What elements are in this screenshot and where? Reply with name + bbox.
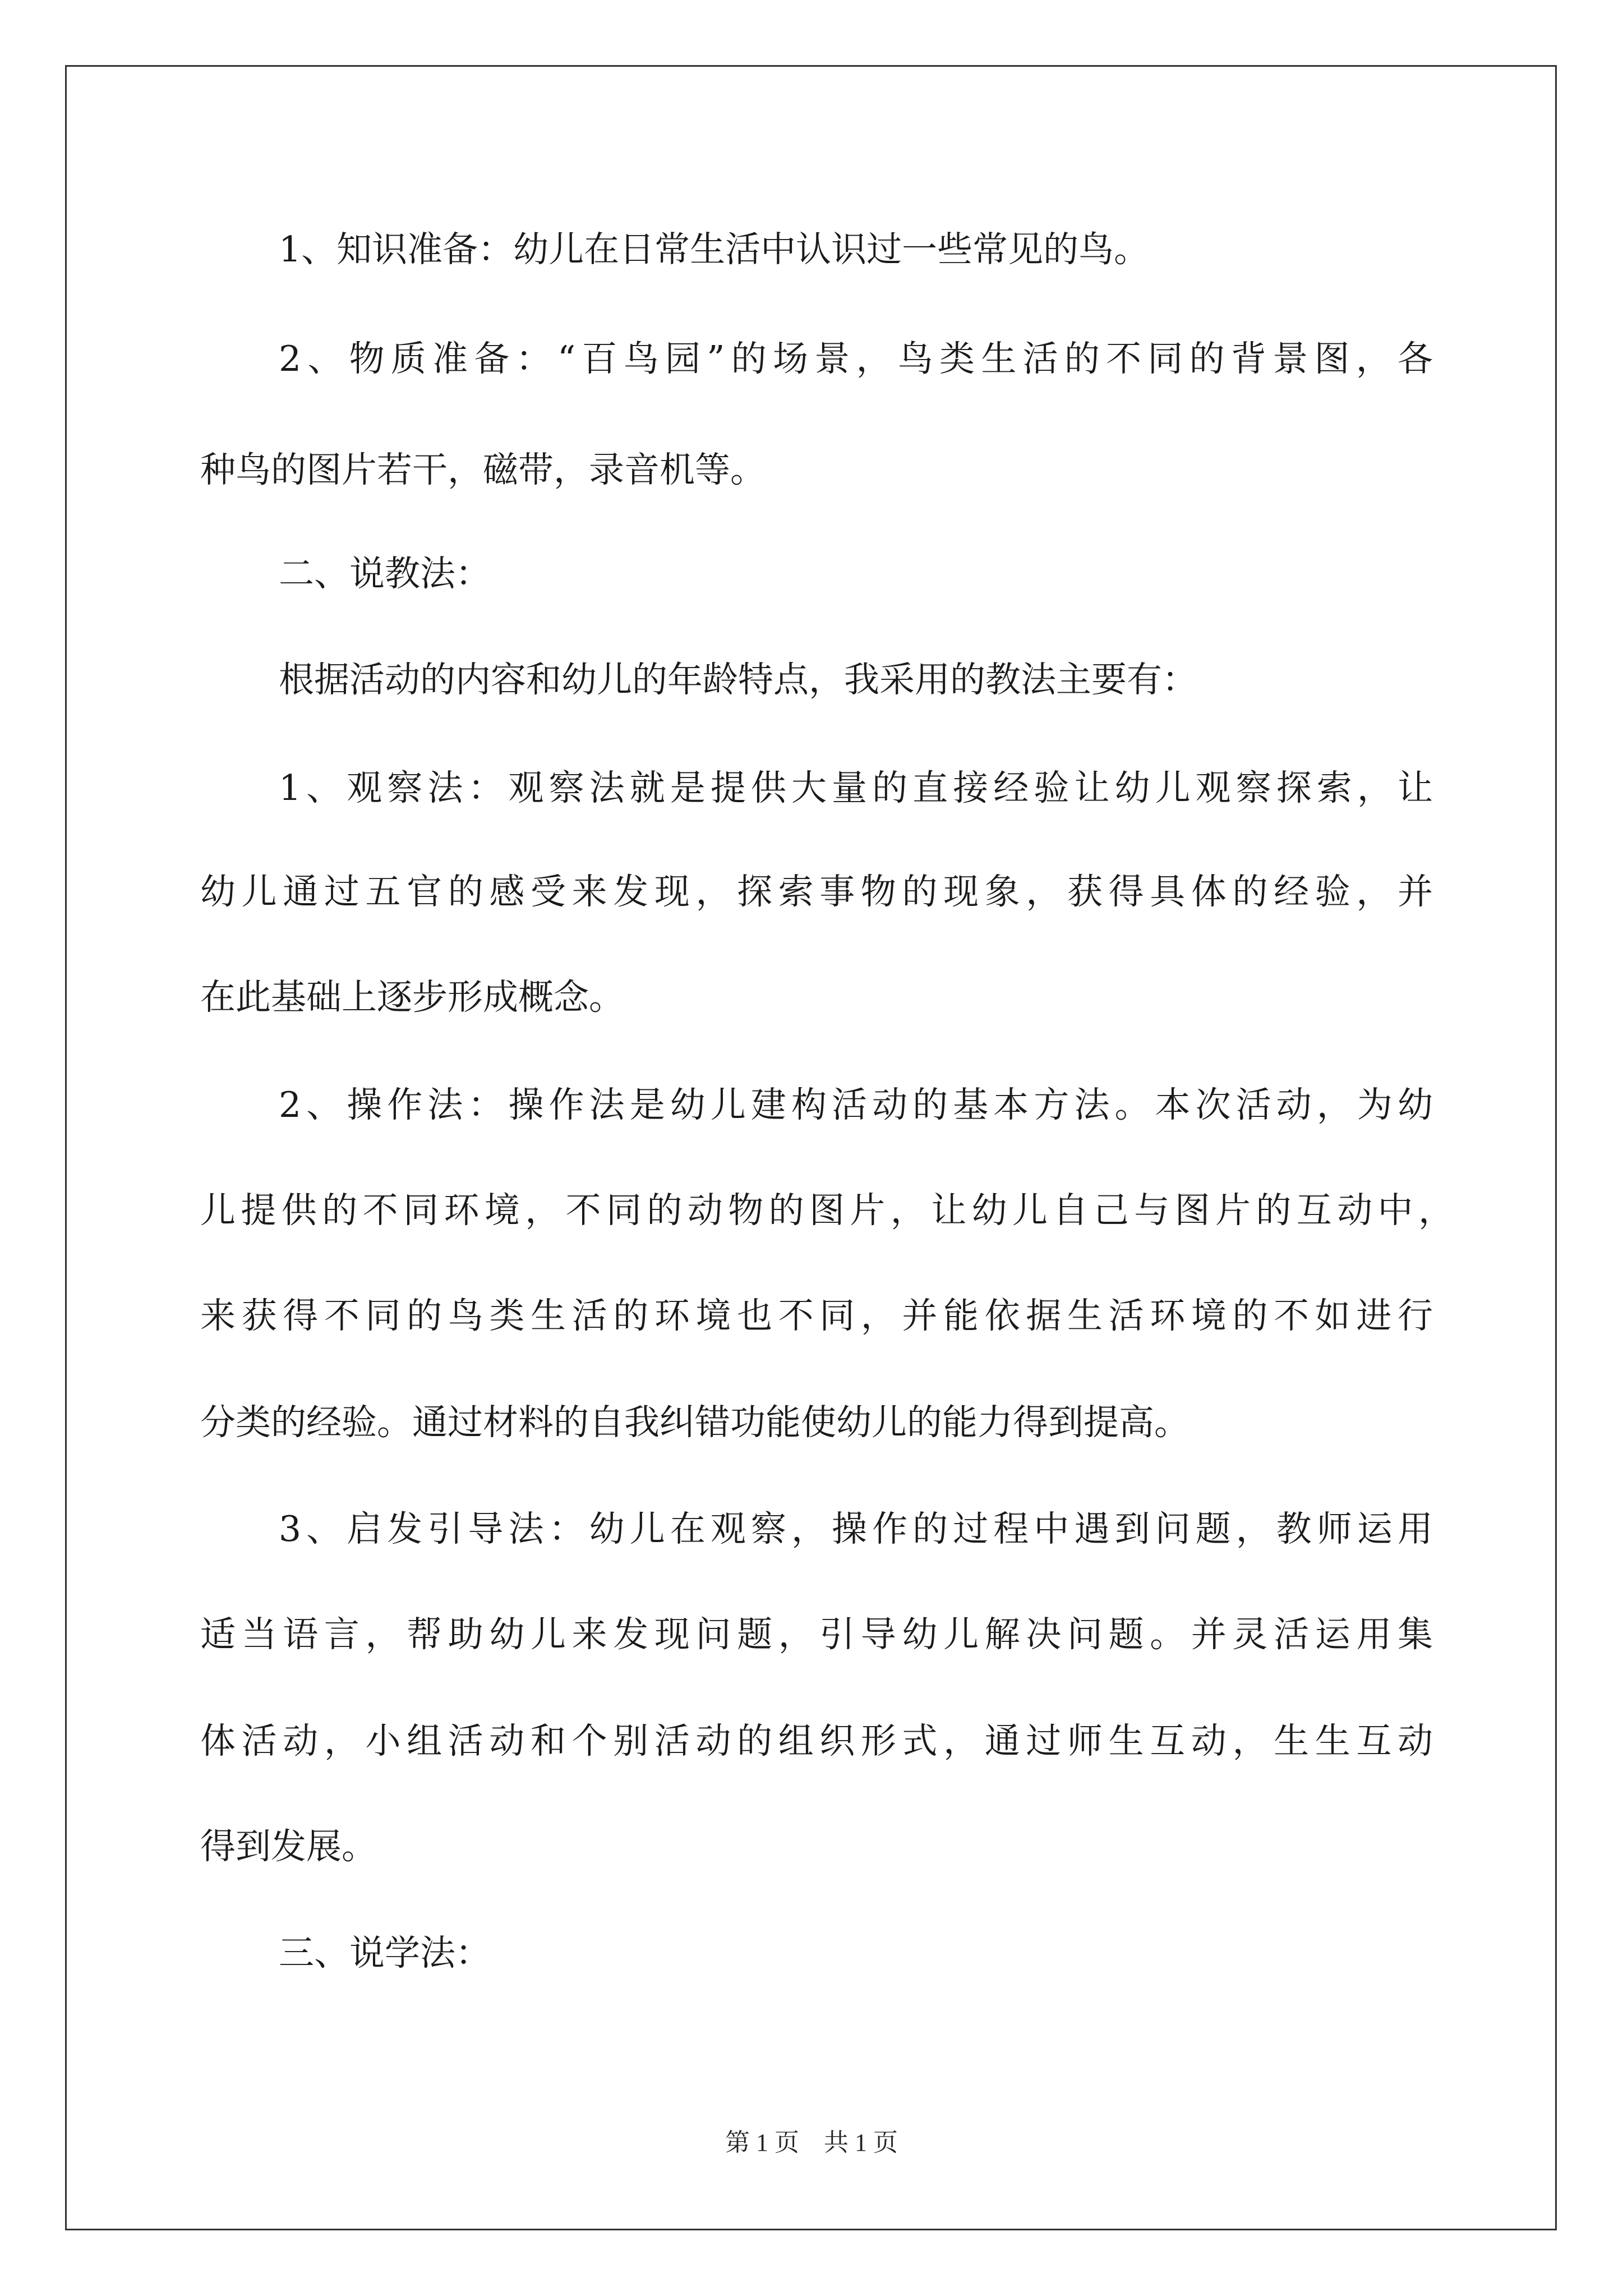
paragraph-guidance-line2: 适当语言，帮助幼儿来发现问题，引导幼儿解决问题。并灵活运用集 [200,1614,1433,1655]
paragraph-operation-line3: 来获得不同的鸟类生活的环境也不同，并能依据生活环境的不如进行 [200,1295,1433,1336]
paragraph-observation-line1: 1、观察法：观察法就是提供大量的直接经验让幼儿观察探索，让 [279,767,1433,808]
paragraph-guidance-line3: 体活动，小组活动和个别活动的组织形式，通过师生互动，生生互动 [200,1720,1433,1761]
paragraph-operation-line1: 2、操作法：操作法是幼儿建构活动的基本方法。本次活动，为幼 [279,1084,1433,1125]
paragraph-operation-line4: 分类的经验。通过材料的自我纠错功能使幼儿的能力得到提高。 [200,1402,1189,1443]
page-footer: 第 1 页 共 1 页 [725,2129,898,2156]
section-heading-learning-methods: 三、说学法： [279,1932,491,1973]
paragraph-guidance-line1: 3、启发引导法：幼儿在观察，操作的过程中遇到问题，教师运用 [279,1508,1433,1549]
paragraph-operation-line2: 儿提供的不同环境，不同的动物的图片，让幼儿自己与图片的互动中， [200,1190,1454,1231]
paragraph-observation-line2: 幼儿通过五官的感受来发现，探索事物的现象，获得具体的经验，并 [200,871,1433,912]
paragraph-material-prep-line2: 种鸟的图片若干，磁带，录音机等。 [200,449,766,490]
paragraph-knowledge-prep: 1、知识准备：幼儿在日常生活中认识过一些常见的鸟。 [279,229,1150,270]
paragraph-methods-intro: 根据活动的内容和幼儿的年龄特点，我采用的教法主要有： [279,659,1197,700]
paragraph-guidance-line4: 得到发展。 [200,1826,377,1867]
paragraph-observation-line3: 在此基础上逐步形成概念。 [200,977,624,1018]
page-border [65,65,1557,2230]
section-heading-teaching-methods: 二、说教法： [279,553,491,594]
paragraph-material-prep-line1: 2、物质准备：“百鸟园”的场景，鸟类生活的不同的背景图，各 [279,338,1433,379]
